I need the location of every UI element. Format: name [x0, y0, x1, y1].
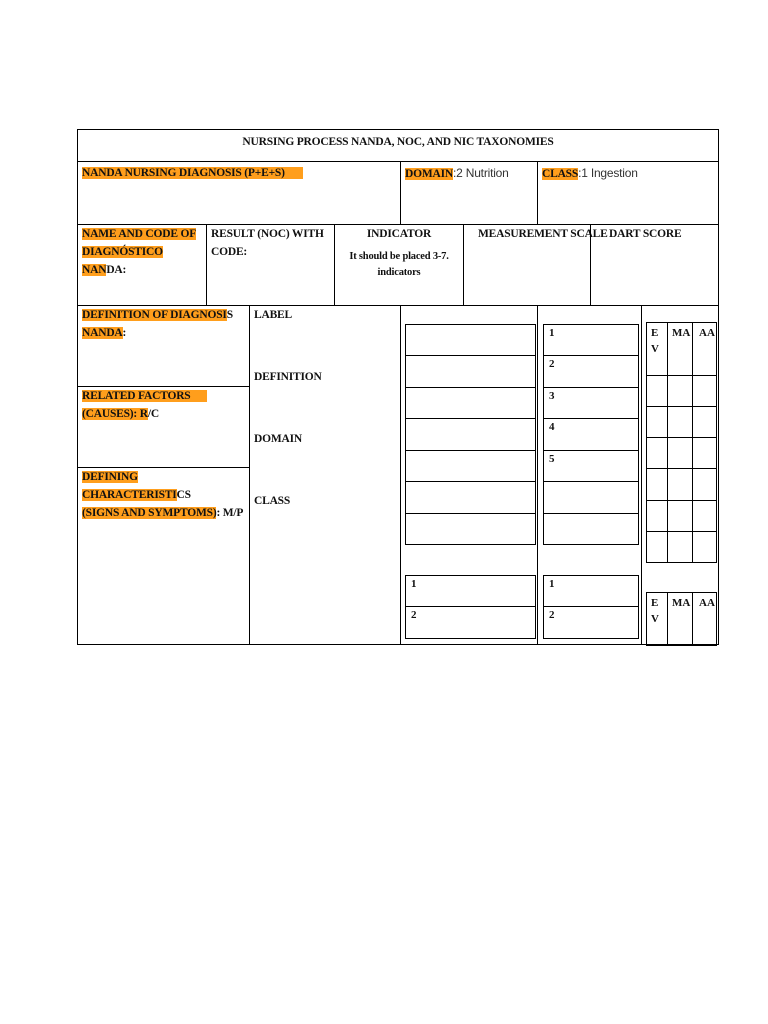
score-header-aa-text: AA — [699, 327, 715, 339]
indicator-note: It should be placed 3-7. indicators — [349, 251, 449, 278]
scale-number-2: 2 — [549, 358, 555, 370]
indicator-field-3[interactable] — [405, 387, 536, 419]
lower-scale-field-2[interactable] — [543, 606, 639, 639]
dart-score-label: DART SCORE — [609, 228, 682, 240]
measurement-scale-cell — [463, 224, 608, 306]
score-header-aa — [692, 322, 717, 376]
name-code-cell — [77, 224, 207, 306]
lower-scale-field-1[interactable] — [543, 575, 639, 607]
indicator-label: INDICATOR — [366, 228, 432, 240]
score-cell[interactable] — [692, 437, 717, 469]
score-cell[interactable] — [646, 500, 668, 532]
result-noc-label: RESULT (NOC) WITH CODE: — [211, 228, 324, 258]
nanda-dx-label: NANDA NURSING DIAGNOSIS (P+E+S) — [82, 167, 303, 179]
scale-number-3: 3 — [549, 390, 555, 402]
definition-label-rest: S — [226, 309, 233, 321]
domain-cell — [400, 161, 538, 225]
score-cell[interactable] — [646, 437, 668, 469]
scale-number-1: 1 — [549, 327, 555, 339]
class-cell — [537, 161, 719, 225]
score-cell[interactable] — [667, 468, 693, 501]
scale-field-6[interactable] — [543, 481, 639, 514]
lower-number-1: 1 — [411, 578, 417, 590]
score-header-ev-text: E V — [651, 327, 659, 355]
score-cell[interactable] — [667, 500, 693, 532]
signs-symptoms-label: (SIGNS AND SYMPTOMS) — [82, 507, 217, 519]
score-cell[interactable] — [646, 531, 668, 563]
lower-indicator-field-2[interactable] — [405, 606, 536, 639]
scale-field-7[interactable] — [543, 513, 639, 545]
scale-field-2[interactable] — [543, 355, 639, 388]
name-code-line1: NAME AND CODE OF — [82, 228, 197, 240]
lower-scale-number-1: 1 — [549, 578, 555, 590]
score-cell[interactable] — [692, 468, 717, 501]
score-cell[interactable] — [692, 531, 717, 563]
score-cell[interactable] — [692, 406, 717, 438]
noc-class: CLASS — [254, 495, 291, 507]
lower-indicator-field-1[interactable] — [405, 575, 536, 607]
name-code-line2: DIAGNÓSTICO NAN — [82, 246, 163, 276]
defining-characteristics-rest: CS — [176, 489, 191, 501]
score-header-ev — [646, 322, 668, 376]
noc-domain: DOMAIN — [254, 433, 302, 445]
noc-definition: DEFINITION — [254, 371, 322, 383]
lower-score-header-ev — [646, 592, 668, 646]
score-header-ma — [667, 322, 693, 376]
score-cell[interactable] — [692, 375, 717, 407]
scale-field-3[interactable] — [543, 387, 639, 419]
scale-field-4[interactable] — [543, 418, 639, 451]
scale-number-4: 4 — [549, 421, 555, 433]
lower-scale-number-2: 2 — [549, 609, 555, 621]
indicator-field-7[interactable] — [405, 513, 536, 545]
score-cell[interactable] — [667, 375, 693, 407]
score-cell[interactable] — [667, 437, 693, 469]
lower-score-header-aa-text: AA — [699, 597, 715, 609]
form-title: NURSING PROCESS NANDA, NOC, AND NIC TAXONOMIES — [242, 136, 554, 148]
measurement-scale-label: MEASUREMENT SCALE — [478, 228, 608, 240]
indicator-field-2[interactable] — [405, 355, 536, 388]
signs-symptoms-rest: : M/P — [216, 507, 244, 519]
name-code-line2-rest: DA: — [106, 264, 127, 276]
related-causes-rest: /C — [147, 408, 159, 420]
form-title-cell — [77, 129, 719, 162]
nanda-dx-cell — [77, 161, 401, 225]
score-cell[interactable] — [692, 500, 717, 532]
lower-score-header-ma-text: MA — [672, 597, 691, 609]
score-cell[interactable] — [646, 406, 668, 438]
defining-characteristics-label: DEFINING CHARACTERISTI — [82, 471, 177, 501]
result-noc-cell — [206, 224, 335, 306]
indicator-cell — [334, 224, 464, 306]
noc-label: LABEL — [254, 309, 292, 321]
class-value: :1 Ingestion — [578, 166, 638, 180]
dart-score-cell — [590, 224, 719, 306]
scale-field-1[interactable] — [543, 324, 639, 356]
score-header-ma-text: MA — [672, 327, 691, 339]
scale-number-5: 5 — [549, 453, 555, 465]
score-cell[interactable] — [646, 375, 668, 407]
lower-number-2: 2 — [411, 609, 417, 621]
noc-info-cell — [249, 305, 401, 645]
indicator-field-5[interactable] — [405, 450, 536, 482]
indicator-field-4[interactable] — [405, 418, 536, 451]
defining-characteristics-cell — [77, 467, 250, 645]
score-cell[interactable] — [667, 531, 693, 563]
lower-score-header-aa — [692, 592, 717, 646]
lower-score-header-ev-text: E V — [651, 597, 659, 625]
definition-label: DEFINITION OF DIAGNOSI — [82, 309, 227, 321]
lower-score-header-ma — [667, 592, 693, 646]
domain-label: DOMAIN — [405, 168, 453, 180]
indicator-field-6[interactable] — [405, 481, 536, 514]
scale-field-5[interactable] — [543, 450, 639, 482]
domain-value: :2 Nutrition — [453, 166, 509, 180]
definition-nanda-rest: : — [122, 327, 127, 339]
definition-nanda: NANDA — [82, 327, 123, 339]
definition-cell — [77, 305, 250, 387]
related-factors-cell — [77, 386, 250, 468]
score-cell[interactable] — [646, 468, 668, 501]
indicator-field-1[interactable] — [405, 324, 536, 356]
class-label: CLASS — [542, 168, 579, 180]
related-causes: (CAUSES): R — [82, 408, 148, 420]
score-cell[interactable] — [667, 406, 693, 438]
related-factors-label: RELATED FACTORS — [82, 390, 207, 402]
